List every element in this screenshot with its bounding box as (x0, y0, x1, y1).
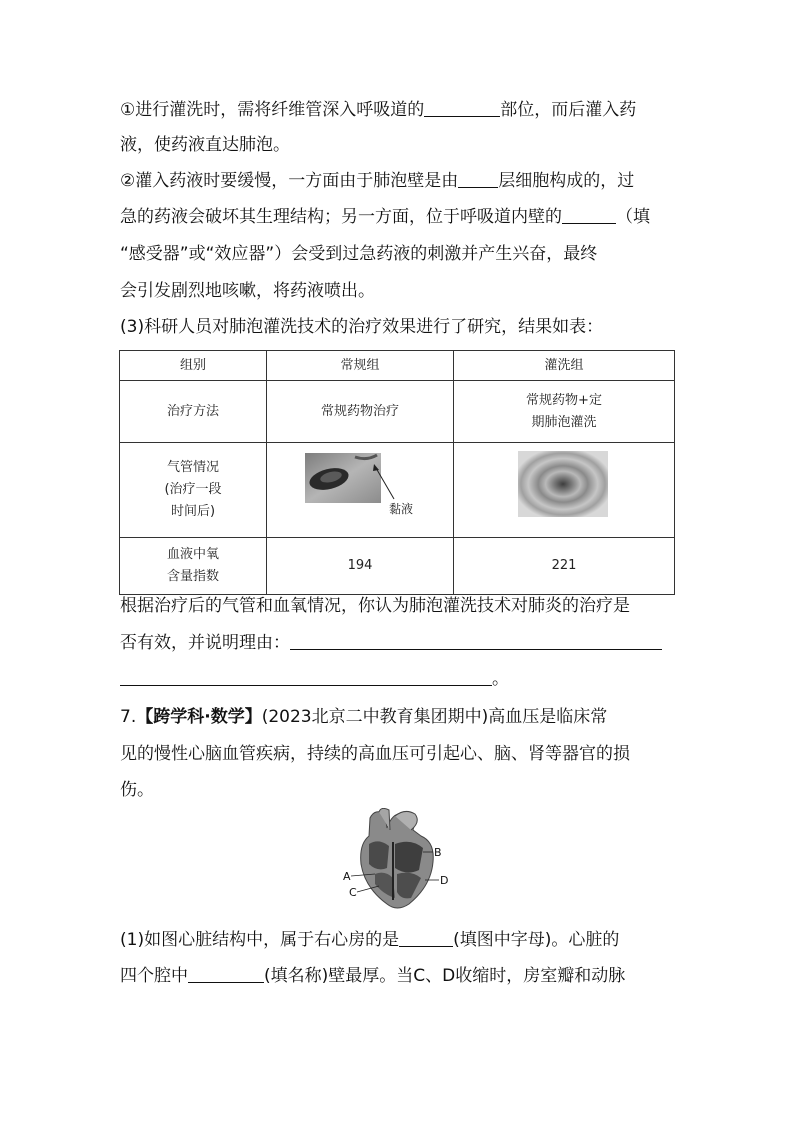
q7-text-2: 见的慢性心脑血管疾病，持续的高血压可引起心、脑、肾等器官的损 (120, 744, 630, 764)
answer-blank-6[interactable] (399, 928, 453, 947)
q7-p1-text-a: (1)如图心脏结构中，属于右心房的是 (120, 930, 400, 950)
item1-text-b: 部位，而后灌入药 (500, 100, 637, 120)
item2-text-f: 会引发剧烈地咳嗽，将药液喷出。 (120, 281, 375, 301)
header-lavage: 灌洗组 (454, 351, 675, 381)
header-normal: 常规组 (267, 351, 454, 381)
item1-line2 (120, 130, 680, 160)
q7-source-text: (2023北京二中教育集团期中)高血压是临床常 (261, 707, 608, 727)
q7-p1-text-b: (填图中字母)。心脏的 (453, 930, 620, 950)
answer-blank-2[interactable] (458, 169, 498, 188)
airway-label-line2: (治疗一段 (164, 482, 222, 497)
table-row-oxygen (120, 538, 675, 595)
item2-line2 (120, 202, 680, 232)
q7-number: 7. (120, 707, 137, 727)
item2-text-d: （填 (616, 207, 650, 227)
q7-tag: 【跨学科·数学】 (136, 707, 262, 727)
part3-intro-text: (3)科研人员对肺泡灌洗技术的治疗效果进行了研究，结果如表： (120, 317, 604, 337)
answer-blank-5[interactable] (120, 667, 492, 686)
item2-text-e: “感受器”或“效应器”）会受到过急药液的刺激并产生兴奋，最终 (120, 244, 598, 264)
airway-lavage-image (454, 443, 675, 538)
part3-intro (120, 312, 680, 342)
q7-text-3: 伤。 (120, 780, 154, 800)
oxygen-lavage: 221 (454, 538, 675, 595)
answer-blank-4[interactable] (290, 631, 662, 650)
q7-p1-text-d: (填名称)壁最厚。当C、D收缩时，房室瓣和动脉 (264, 966, 626, 986)
item2-text-b: 层细胞构成的，过 (498, 171, 635, 191)
label-a: A (343, 870, 351, 883)
oxygen-label-line2: 含量指数 (166, 569, 219, 584)
q7-p1-line1 (120, 925, 680, 955)
q7-line1 (120, 702, 680, 732)
q7-line3 (120, 775, 680, 805)
airway-label-line1: 气管情况 (166, 460, 219, 475)
table-row-method (120, 381, 675, 443)
item1-text-a: ①进行灌洗时，需将纤维管深入呼吸道的 (120, 100, 425, 120)
airway-label-line3: 时间后) (170, 504, 216, 519)
item1-text-c: 液，使药液直达肺泡。 (120, 135, 290, 155)
heart-structure-diagram (335, 808, 455, 913)
method-lavage (454, 381, 675, 443)
item2-line4 (120, 276, 680, 306)
results-table (119, 350, 675, 595)
item1-line1 (120, 95, 680, 125)
item2-line1 (120, 166, 680, 196)
answer-blank-7[interactable] (188, 964, 264, 983)
label-c: C (349, 886, 357, 899)
answer-blank-1[interactable] (424, 98, 500, 117)
part3-question-line2 (120, 628, 680, 658)
label-b: B (434, 846, 442, 859)
item2-line3 (120, 239, 680, 269)
mucus-annotation: 黏液 (389, 502, 414, 516)
method-normal: 常规药物治疗 (267, 381, 454, 443)
header-group: 组别 (120, 351, 267, 381)
method-lavage-line1: 常规药物+定 (526, 392, 602, 408)
part3-question-line1 (120, 591, 680, 621)
oxygen-label (120, 538, 267, 595)
end-period: 。 (492, 669, 509, 689)
q7-p1-text-c: 四个腔中 (120, 966, 188, 986)
clean-airway-image (454, 443, 674, 529)
q7-line2 (120, 739, 680, 769)
method-lavage-line2: 期肺泡灌洗 (531, 414, 597, 430)
item2-text-a: ②灌入药液时要缓慢，一方面由于肺泡壁是由 (120, 171, 459, 191)
part3-question-text-b: 否有效，并说明理由： (120, 633, 290, 653)
method-label: 治疗方法 (120, 381, 267, 443)
label-d: D (440, 874, 449, 887)
part3-question-line3 (120, 664, 680, 694)
airway-normal-image (267, 443, 454, 538)
answer-blank-3[interactable] (562, 205, 616, 224)
table-header-row (120, 351, 675, 381)
part3-question-text-a: 根据治疗后的气管和血氧情况，你认为肺泡灌洗技术对肺炎的治疗是 (120, 596, 630, 616)
table-row-airway (120, 443, 675, 538)
oxygen-label-line1: 血液中氧 (166, 547, 219, 562)
q7-p1-line2 (120, 961, 680, 991)
airway-with-mucus-image (267, 443, 453, 529)
airway-label (120, 443, 267, 538)
item2-text-c: 急的药液会破坏其生理结构；另一方面，位于呼吸道内壁的 (120, 207, 562, 227)
oxygen-normal: 194 (267, 538, 454, 595)
